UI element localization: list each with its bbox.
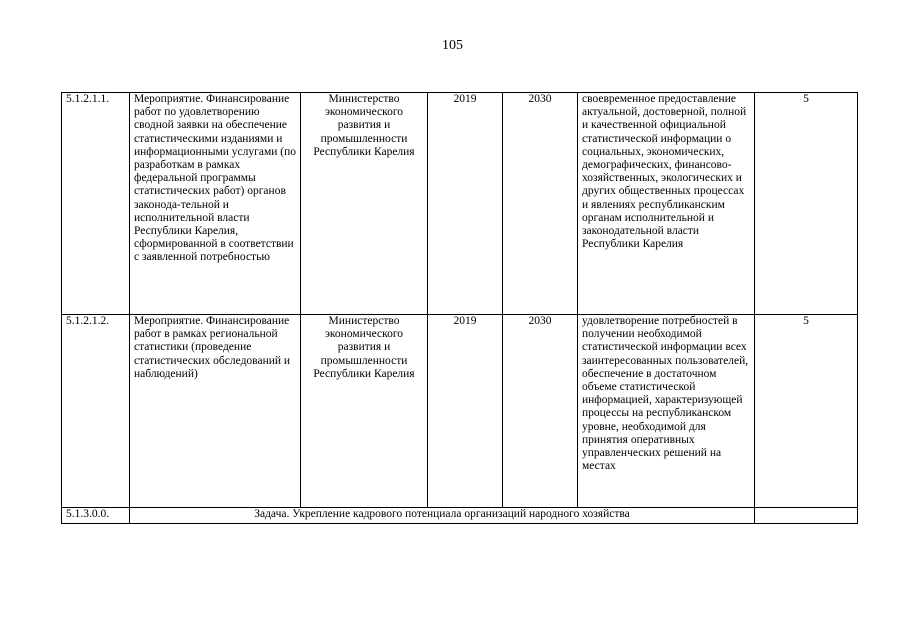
event-description: Мероприятие. Финансирование работ в рамках региональной статистики (проведение статистических обследований и наблюдений) [130,315,301,508]
expected-result: своевременное предоставление актуальной, достоверной, полной и качественной официальной статистической информации о социальных, экономических, демографических, финансово-хозяйственных, экологических и других общественных процессах и явлениях республиканским органам исполнительной и законодательной власти Республики Карелия [578,93,755,315]
row-code: 5.1.2.1.1. [62,93,130,315]
event-description: Мероприятие. Финансирование работ по удовлетворению сводной заявки на обеспечение статистическими изданиями и информационными услугами (по разработкам в рамках федеральной программы статистических работ) органов законода-тельной и исполнительной власти Республики Карелия, сформированной в соответствии с заявленной потребностью [130,93,301,315]
end-year: 2030 [503,93,578,315]
row-code: 5.1.2.1.2. [62,315,130,508]
measures-table [61,92,858,524]
task-code: 5.1.3.0.0. [62,508,130,524]
table-row [62,315,858,508]
task-title: Задача. Укрепление кадрового потенциала организаций народного хозяйства [130,508,755,524]
end-year: 2030 [503,315,578,508]
start-year: 2019 [428,93,503,315]
task-indicator-empty [755,508,858,524]
indicator-number: 5 [755,93,858,315]
page-number: 105 [442,38,463,53]
executor: Министерство экономического развития и промышленности Республики Карелия [301,93,428,315]
indicator-number: 5 [755,315,858,508]
expected-result: удовлетворение потребностей в получении необходимой статистической информации всех заинтересованных пользователей, обеспечение в достаточном объеме статистической информацией, характеризующей процессы на республиканском уровне, необходимой для принятия оперативных управленческих решений на местах [578,315,755,508]
start-year: 2019 [428,315,503,508]
executor: Министерство экономического развития и промышленности Республики Карелия [301,315,428,508]
task-row [62,508,858,524]
table-row [62,93,858,315]
